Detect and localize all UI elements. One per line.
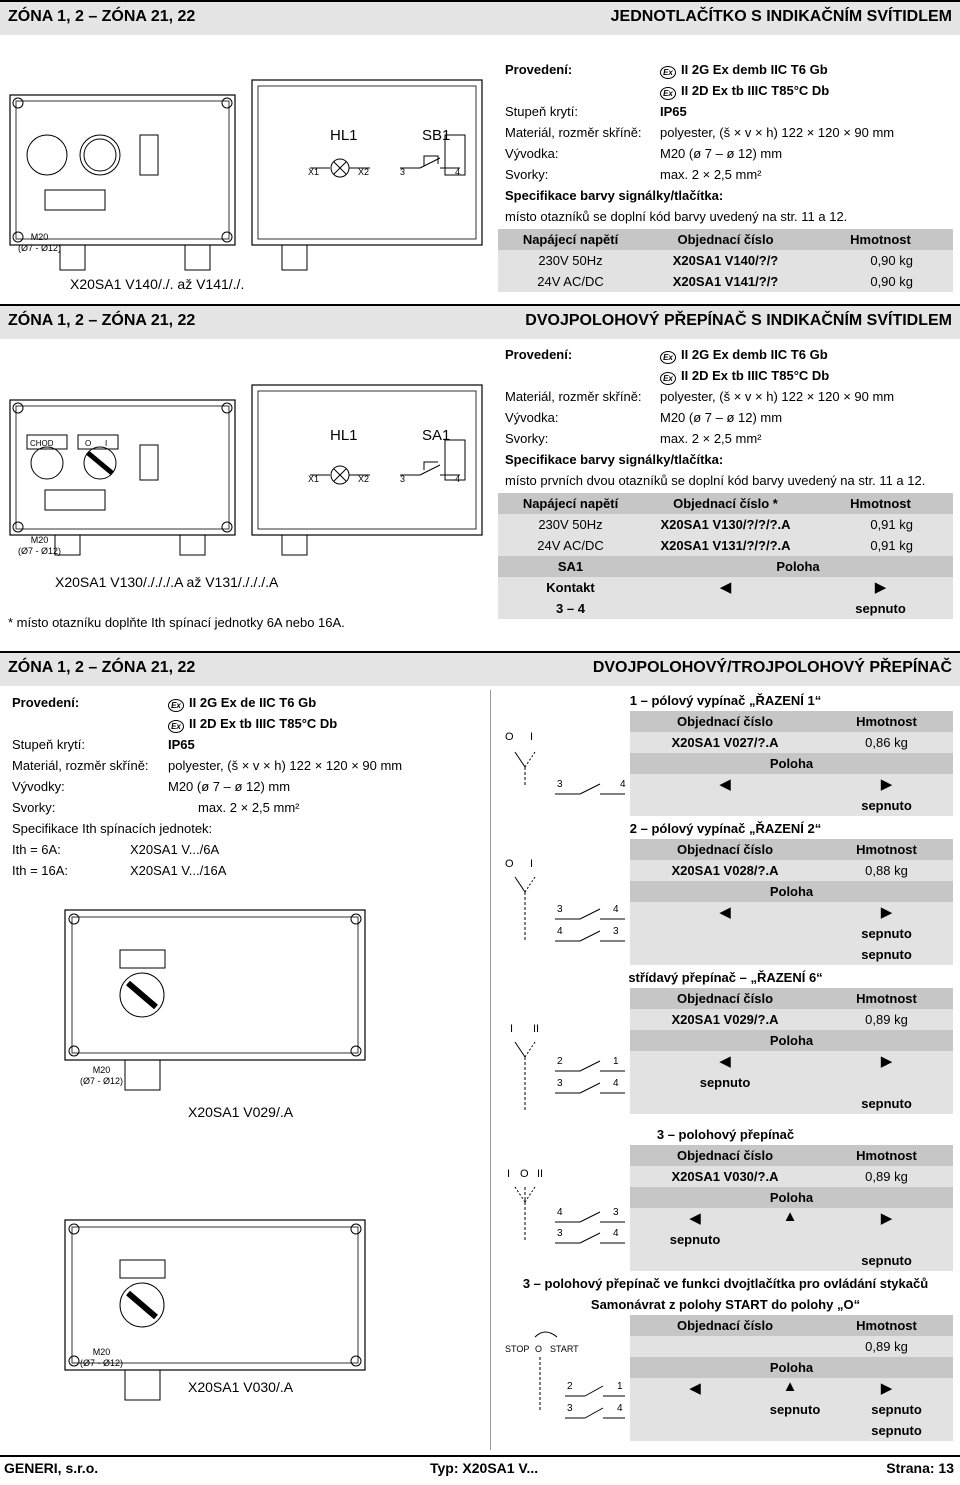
cell: sepnuto: [669, 1232, 721, 1247]
svg-text:3: 3: [557, 1228, 563, 1239]
cell: sepnuto: [855, 601, 906, 616]
i-label: I: [105, 439, 108, 448]
cell: sepnuto: [861, 798, 912, 813]
col-order: Objednací číslo *: [673, 496, 778, 511]
col-voltage: Napájecí napětí: [522, 496, 619, 511]
start-label: START: [550, 1344, 579, 1354]
gland-size: M20: [30, 535, 49, 545]
table-row: [630, 944, 953, 966]
cell: X20SA1 V131/?/?/?.A: [660, 538, 791, 553]
footnote: * místo otazníku doplňte Ith spínací jednotky 6A nebo 16A.: [8, 615, 345, 630]
table-row: [498, 271, 953, 293]
arrow-right-icon: ▶: [880, 904, 893, 921]
ith-6-label: Ith = 6A:: [12, 842, 61, 857]
provedeni-label: Provedení:: [505, 62, 573, 77]
spec-key: Materiál, rozměr skříně:: [12, 758, 149, 773]
spec-key: Svorky:: [505, 167, 549, 182]
table-header: [630, 839, 953, 861]
arrow-left-icon: ◀: [719, 776, 731, 793]
svg-text:4: 4: [557, 1207, 563, 1218]
table-header: [630, 1187, 953, 1209]
block-title-text: střídavý přepínač – „ŘAZENÍ 6“: [628, 970, 823, 985]
table-row: [630, 1009, 953, 1031]
gland-size: M20: [30, 232, 49, 242]
contact-schematics: [495, 712, 630, 1452]
spec-key: Materiál, rozměr skříně:: [505, 125, 642, 140]
gland-range: (Ø7 - Ø12): [18, 546, 62, 556]
spec-key: Vývodka:: [505, 146, 559, 161]
spec-value: M20 (ø 7 – ø 12) mm: [660, 146, 783, 161]
ex-marking-1: [168, 695, 316, 712]
cell: 230V 50Hz: [538, 517, 603, 532]
svg-text:2: 2: [567, 1381, 573, 1392]
col-weight: Hmotnost: [850, 232, 911, 247]
spec-key: Vývodka:: [505, 410, 559, 425]
provedeni-label: Provedení:: [12, 695, 80, 710]
arrow-right-icon: ▶: [880, 1053, 893, 1070]
table-header: [498, 229, 953, 251]
col-weight: Hmotnost: [856, 1318, 917, 1333]
svg-text:I: I: [507, 1168, 511, 1180]
ex-icon: Ex: [168, 699, 184, 712]
cell: 0,89 kg: [865, 1012, 908, 1027]
cell: sepnuto: [861, 1253, 912, 1268]
arrow-up-icon: ▲: [782, 1208, 798, 1225]
svg-text:3: 3: [613, 926, 619, 937]
section-title: DVOJPOLOHOVÝ PŘEPÍNAČ S INDIKAČNÍM SVÍTIDLEM: [525, 312, 952, 329]
spec-note: místo prvních dvou otazníků se doplní kód barvy uvedený na str. 11 a 12.: [505, 473, 926, 488]
cell: 0,91 kg: [870, 538, 913, 553]
table-row: [630, 774, 953, 796]
col-order: Objednací číslo: [676, 1318, 774, 1333]
table-header: [498, 556, 953, 578]
zone-label: ZÓNA 1, 2 – ZÓNA 21, 22: [8, 312, 196, 329]
col-position: Poloha: [769, 756, 814, 771]
spec-value: polyester, (š × v × h) 122 × 120 × 90 mm: [168, 758, 403, 773]
gland-size: M20: [92, 1347, 111, 1357]
svg-text:3: 3: [613, 1207, 619, 1218]
ex-icon: Ex: [660, 372, 676, 385]
spec-key: Svorky:: [505, 431, 549, 446]
col-position: Poloha: [776, 559, 820, 574]
x2-label: X2: [358, 474, 370, 484]
section-title: JEDNOTLAČÍTKO S INDIKAČNÍM SVÍTIDLEM: [610, 8, 952, 25]
gland-label: [80, 1065, 123, 1087]
ith-16-label: Ith = 16A:: [12, 863, 69, 878]
svg-text:4: 4: [613, 904, 619, 915]
x2-label: X2: [358, 167, 370, 177]
cell: sepnuto: [861, 947, 912, 962]
block-subtitle-text: Samonávrat z polohy START do polohy „O“: [590, 1297, 861, 1312]
cell: X20SA1 V028/?.A: [671, 863, 779, 878]
table-row: [498, 535, 953, 557]
cell: sepnuto: [769, 1402, 821, 1417]
schematic-hl1-sa1: [300, 420, 480, 500]
model-label: X20SA1 V130/./././.A až V131/./././.A: [55, 574, 279, 590]
table-row: [630, 1093, 953, 1115]
footer-rule: [0, 1455, 960, 1457]
cell: 230V 50Hz: [538, 253, 603, 268]
svg-text:4: 4: [617, 1403, 623, 1414]
table-row: [630, 1229, 953, 1251]
spec-value: polyester, (š × v × h) 122 × 120 × 90 mm: [660, 389, 895, 404]
svg-text:II: II: [533, 1023, 540, 1035]
arrow-right-icon: ▶: [880, 776, 893, 793]
switch-drawings: [60, 905, 380, 1455]
svg-text:1: 1: [613, 1056, 619, 1067]
svg-text:3: 3: [557, 779, 563, 790]
ith-title: Specifikace Ith spínacích jednotek:: [12, 821, 213, 836]
table-header: [630, 1145, 953, 1167]
table-row: [630, 1399, 953, 1421]
col-order: Objednací číslo: [676, 842, 774, 857]
col-order: Objednací číslo: [676, 1148, 774, 1163]
table-header: [630, 1357, 953, 1379]
gland-label: [18, 535, 61, 557]
table-row: [498, 250, 953, 272]
spec-note: místo otazníků se doplní kód barvy uvedený na str. 11 a 12.: [505, 209, 848, 224]
cell: X20SA1 V141/?/?: [672, 274, 779, 289]
spec-title: Specifikace barvy signálky/tlačítka:: [505, 188, 724, 203]
ex-icon: Ex: [660, 351, 676, 364]
cell: sepnuto: [861, 1096, 912, 1111]
col-weight: Hmotnost: [856, 1148, 917, 1163]
col-weight: Hmotnost: [856, 991, 917, 1006]
gland-size: M20: [92, 1065, 111, 1075]
table-header: [630, 881, 953, 903]
col-order: Objednací číslo: [676, 991, 774, 1006]
table-row: [630, 1336, 953, 1358]
gland-range: (Ø7 - Ø12): [80, 1076, 124, 1086]
spec-title: Specifikace barvy signálky/tlačítka:: [505, 452, 724, 467]
svg-text:4: 4: [613, 1228, 619, 1239]
table-row: [498, 598, 953, 620]
terminal-3: 3: [400, 474, 406, 484]
svg-text:3: 3: [557, 1078, 563, 1089]
ex-icon: Ex: [168, 720, 184, 733]
table-row: [630, 1208, 953, 1230]
sa1-label: SA1: [422, 427, 451, 444]
block-title-text: 3 – polohový přepínač: [656, 1127, 795, 1142]
spec-block-1: [505, 62, 572, 77]
spec-key: Svorky:: [12, 800, 56, 815]
table-row: [630, 1051, 953, 1073]
model-label: X20SA1 V030/.A: [188, 1379, 294, 1395]
cell: X20SA1 V140/?/?: [672, 253, 779, 268]
cell: sepnuto: [871, 1402, 922, 1417]
svg-text:O: O: [535, 1344, 543, 1354]
cell: 0,90 kg: [870, 274, 913, 289]
block-title-text: 3 – polohový přepínač ve funkci dvojtlačítka pro ovládání stykačů: [522, 1276, 929, 1291]
chod-label: CHOD: [30, 439, 54, 448]
section-header-2: [0, 304, 960, 339]
spec-key: Stupeň krytí:: [12, 737, 85, 752]
svg-text:4: 4: [557, 926, 563, 937]
stop-label: STOP: [505, 1344, 530, 1354]
arrow-up-icon: ▲: [782, 1378, 798, 1395]
cell: X20SA1 V029/?.A: [671, 1012, 779, 1027]
svg-text:4: 4: [613, 1078, 619, 1089]
table-header: [630, 711, 953, 733]
x1-label: X1: [308, 474, 320, 484]
table-row: [630, 732, 953, 754]
spec-value: polyester, (š × v × h) 122 × 120 × 90 mm: [660, 125, 895, 140]
ith-6-value: X20SA1 V.../6A: [130, 842, 220, 857]
spec-value: M20 (ø 7 – ø 12) mm: [660, 410, 783, 425]
table-header: [630, 1030, 953, 1052]
arrow-right-icon: ▶: [880, 1210, 893, 1227]
svg-text:I: I: [530, 731, 534, 743]
arrow-left-icon: ◀: [689, 1210, 701, 1227]
svg-text:O: O: [520, 1168, 529, 1180]
cell: X20SA1 V030/?.A: [671, 1169, 779, 1184]
ex-line-2: II 2D Ex tb IIIC T85°C Db: [681, 368, 830, 383]
table-row: [498, 514, 953, 536]
footer-company: GENERI, s.r.o.: [4, 1460, 99, 1476]
ex-icon: Ex: [660, 66, 676, 79]
cell: sepnuto: [699, 1075, 751, 1090]
terminal-3: 3: [400, 167, 406, 177]
table-row: [630, 1378, 953, 1400]
svg-text:2: 2: [557, 1056, 563, 1067]
table-row: [498, 577, 953, 599]
col-sa1: SA1: [557, 559, 584, 574]
cell: 24V AC/DC: [537, 274, 604, 289]
table-header: [630, 753, 953, 775]
col-position: Poloha: [769, 1190, 814, 1205]
table-row: [630, 795, 953, 817]
arrow-left-icon: ◀: [719, 904, 731, 921]
block-title-text: 1 – pólový vypínač „ŘAZENÍ 1“: [629, 693, 822, 708]
table-header: [630, 1315, 953, 1337]
cell: 0,91 kg: [870, 517, 913, 532]
sb1-label: SB1: [422, 127, 451, 144]
ex-line-2: II 2D Ex tb IIIC T85°C Db: [681, 83, 830, 98]
table-header: [630, 988, 953, 1010]
ex-marking-1: [660, 62, 828, 79]
svg-text:O: O: [505, 858, 514, 870]
table-row: [630, 1166, 953, 1188]
spec-key: Vývodky:: [12, 779, 65, 794]
spec-key: Stupeň krytí:: [505, 104, 578, 119]
col-position: Poloha: [769, 1033, 814, 1048]
svg-text:II: II: [537, 1168, 544, 1180]
svg-text:I: I: [530, 858, 534, 870]
x1-label: X1: [308, 167, 320, 177]
cell: 0,89 kg: [865, 1169, 908, 1184]
svg-text:O: O: [505, 731, 514, 743]
table-row: [630, 860, 953, 882]
zone-label: ZÓNA 1, 2 – ZÓNA 21, 22: [8, 8, 196, 25]
col-order: Objednací číslo: [677, 232, 774, 247]
ex-line-1: II 2G Ex demb IIC T6 Gb: [681, 62, 828, 77]
schematic-hl1-sb1: [300, 120, 480, 200]
cell: 3 – 4: [556, 601, 585, 616]
model-label: X20SA1 V029/.A: [188, 1104, 294, 1120]
svg-text:4: 4: [620, 779, 626, 790]
col-weight: Hmotnost: [856, 714, 917, 729]
footer-page: Strana: 13: [886, 1460, 954, 1476]
table-row: [630, 1250, 953, 1272]
section-title: DVOJPOLOHOVÝ/TROJPOLOHOVÝ PŘEPÍNAČ: [592, 659, 952, 676]
gland-label: [18, 232, 61, 254]
col-weight: Hmotnost: [850, 496, 911, 511]
block-title-text: 2 – pólový vypínač „ŘAZENÍ 2“: [629, 821, 822, 836]
col-position: Poloha: [769, 1360, 814, 1375]
terminal-4: 4: [455, 167, 461, 177]
ex-line-1: II 2G Ex de IIC T6 Gb: [189, 695, 317, 710]
cell: 24V AC/DC: [537, 538, 604, 553]
section-header-3: [0, 651, 960, 686]
arrow-left-icon: ◀: [719, 579, 732, 596]
arrow-right-icon: ▶: [880, 1380, 893, 1397]
cell: 0,89 kg: [865, 1339, 908, 1354]
cell: sepnuto: [861, 926, 912, 941]
ex-line-1: II 2G Ex demb IIC T6 Gb: [681, 347, 828, 362]
hl1-label: HL1: [330, 427, 358, 444]
ex-line-2: II 2D Ex tb IIIC T85°C Db: [189, 716, 338, 731]
arrow-left-icon: ◀: [719, 1053, 731, 1070]
cell: 0,88 kg: [865, 863, 908, 878]
cell: X20SA1 V130/?/?/?.A: [660, 517, 791, 532]
col-order: Objednací číslo: [676, 714, 774, 729]
spec-key: Materiál, rozměr skříně:: [505, 389, 642, 404]
spec-value: max. 2 × 2,5 mm²: [198, 800, 300, 815]
table-row: [630, 1072, 953, 1094]
spec-value: max. 2 × 2,5 mm²: [660, 167, 762, 182]
arrow-right-icon: ▶: [874, 579, 887, 596]
svg-text:3: 3: [567, 1403, 573, 1414]
ex-marking-2: [660, 368, 829, 385]
zone-label: ZÓNA 1, 2 – ZÓNA 21, 22: [8, 659, 196, 676]
gland-range: (Ø7 - Ø12): [18, 243, 62, 253]
cell: 0,86 kg: [865, 735, 908, 750]
svg-text:1: 1: [617, 1381, 623, 1392]
gland-label: [80, 1347, 123, 1369]
spec-value: M20 (ø 7 – ø 12) mm: [168, 779, 291, 794]
spec-value: max. 2 × 2,5 mm²: [660, 431, 762, 446]
cell: Kontakt: [546, 580, 595, 595]
spec-value: IP65: [660, 104, 687, 119]
cell: sepnuto: [871, 1423, 922, 1438]
cell: X20SA1 V027/?.A: [671, 735, 779, 750]
svg-text:3: 3: [557, 904, 563, 915]
model-label: X20SA1 V140/./. až V141/./.: [70, 276, 245, 292]
table-row: [630, 902, 953, 924]
provedeni-label: Provedení:: [505, 347, 573, 362]
svg-text:I: I: [510, 1023, 514, 1035]
table-row: [630, 1420, 953, 1442]
ex-icon: Ex: [660, 87, 676, 100]
ex-marking-1: [660, 347, 828, 364]
block-title: [498, 690, 953, 712]
ex-marking-2: [168, 716, 337, 733]
gland-range: (Ø7 - Ø12): [80, 1358, 124, 1368]
col-position: Poloha: [769, 884, 814, 899]
arrow-left-icon: ◀: [689, 1380, 701, 1397]
ith-16-value: X20SA1 V.../16A: [130, 863, 227, 878]
ex-marking-2: [660, 83, 829, 100]
hl1-label: HL1: [330, 127, 358, 144]
table-row: [630, 923, 953, 945]
terminal-4: 4: [455, 474, 461, 484]
cell: 0,90 kg: [870, 253, 913, 268]
table-header: [498, 493, 953, 515]
footer-type: Typ: X20SA1 V...: [430, 1460, 539, 1476]
section-header-1: [0, 0, 960, 35]
o-label: O: [85, 439, 92, 448]
col-weight: Hmotnost: [856, 842, 917, 857]
spec-value: IP65: [168, 737, 195, 752]
col-voltage: Napájecí napětí: [522, 232, 619, 247]
